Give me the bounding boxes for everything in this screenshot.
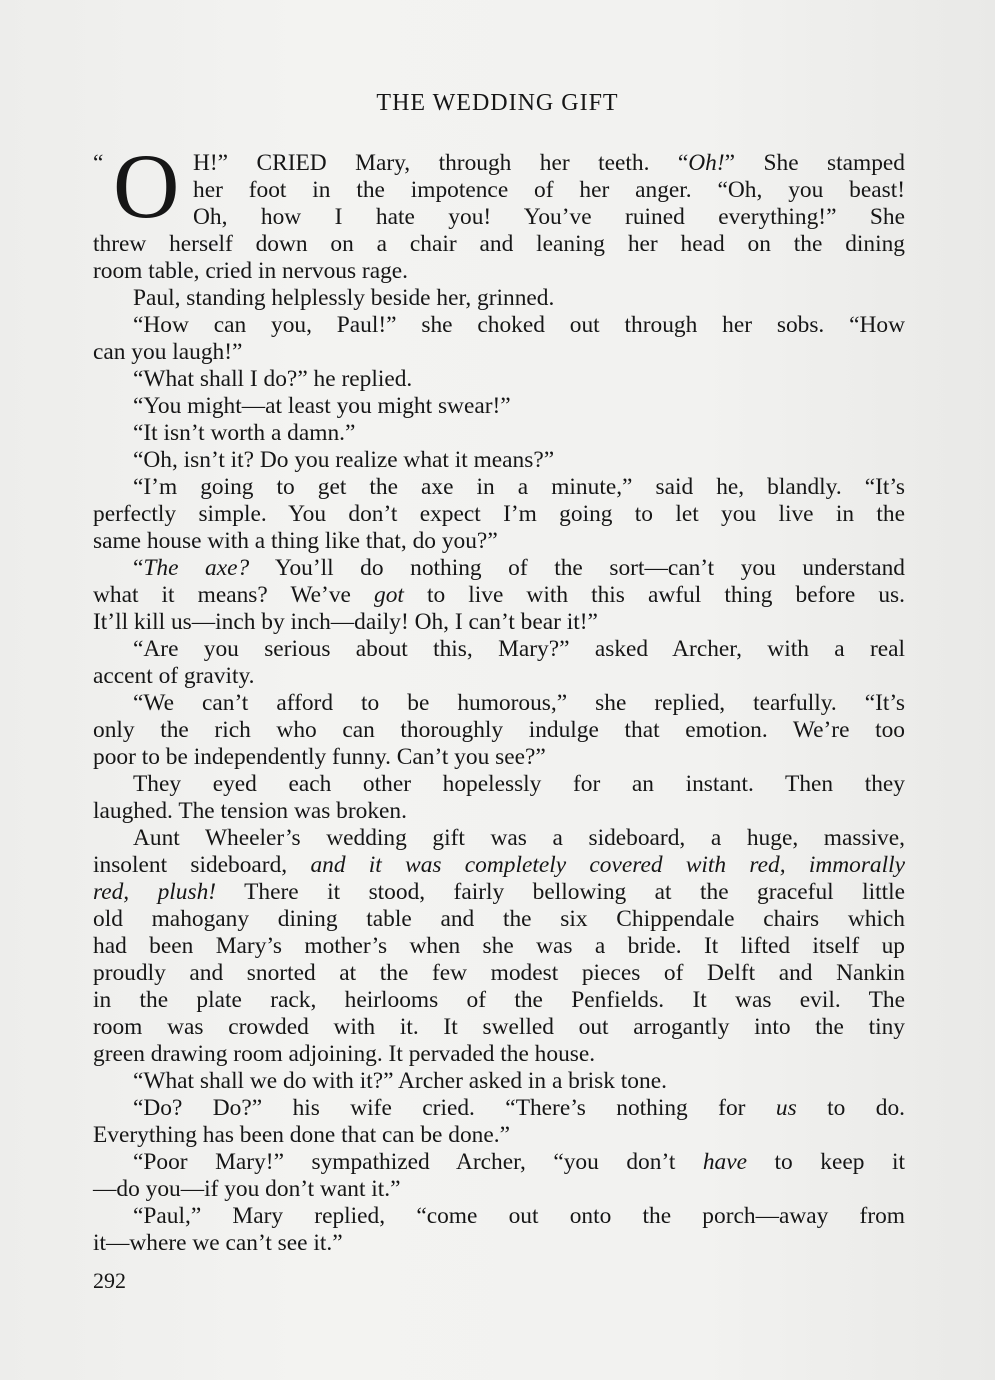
text-line: “Are you serious about this, Mary?” asked Archer, with a real [133,636,905,662]
text-line: proudly and snorted at the few modest pieces of Delft and Nankin [93,960,905,986]
text-line: had been Mary’s mother’s when she was a bride. It lifted itself up [93,933,905,959]
text-line: in the plate rack, heirlooms of the Penfields. It was evil. The [93,987,905,1013]
text-line: poor to be independently funny. Can’t you see?” [93,744,546,770]
body-text [93,135,906,1257]
text-line: “What shall we do with it?” Archer asked in a brisk tone. [133,1068,667,1094]
text-lines [93,150,905,1257]
text-line: Everything has been done that can be done.” [93,1122,510,1148]
text-line: “It isn’t worth a damn.” [133,420,356,446]
text-line: —do you—if you don’t want it.” [93,1176,401,1202]
page-number: 292 [93,1268,126,1293]
chapter-title: THE WEDDING GIFT [376,90,619,116]
text-line: what it means? We’ve got to live with this awful thing before us. [93,582,905,608]
text-line: “Paul,” Mary replied, “come out onto the porch—away from [133,1203,905,1229]
text-line: Paul, standing helplessly beside her, grinned. [133,285,555,311]
text-line: H!” CRIED Mary, through her teeth. “Oh!” She stamped [193,150,905,176]
text-line: accent of gravity. [93,663,255,689]
text-line: can you laugh!” [93,339,243,365]
text-line: her foot in the impotence of her anger. “Oh, you beast! [193,177,905,203]
text-line: perfectly simple. You don’t expect I’m going to let you live in the [93,501,905,527]
text-line: “Oh, isn’t it? Do you realize what it means?” [133,447,555,473]
text-line: same house with a thing like that, do you?” [93,528,498,554]
text-line: Oh, how I hate you! You’ve ruined everything!” She [193,204,905,230]
text-line: “The axe? You’ll do nothing of the sort—can’t you understand [133,555,905,581]
text-line: red, plush! There it stood, fairly bellowing at the graceful little [93,879,905,905]
text-line: “Poor Mary!” sympathized Archer, “you don’t have to keep it [133,1149,905,1175]
drop-cap-open-quote: “ [93,150,104,176]
text-line: insolent sideboard, and it was completely covered with red, immorally [93,852,906,878]
text-line: it—where we can’t see it.” [93,1230,343,1256]
text-line: “We can’t afford to be humorous,” she replied, tearfully. “It’s [133,690,905,716]
text-line: green drawing room adjoining. It pervaded the house. [93,1041,596,1067]
text-line: old mahogany dining table and the six Chippendale chairs which [93,906,905,932]
text-line: laughed. The tension was broken. [93,798,407,824]
text-line: “You might—at least you might swear!” [133,393,511,419]
text-line: They eyed each other hopelessly for an instant. Then they [133,771,905,797]
text-line: “Do? Do?” his wife cried. “There’s nothing for us to do. [133,1095,905,1121]
text-line: “What shall I do?” he replied. [133,366,413,392]
text-line: Aunt Wheeler’s wedding gift was a sideboard, a huge, massive, [133,825,905,851]
text-line: “I’m going to get the axe in a minute,” said he, blandly. “It’s [133,474,905,500]
text-line: only the rich who can thoroughly indulge that emotion. We’re too [93,717,905,743]
text-line: “How can you, Paul!” she choked out through her sobs. “How [133,312,905,338]
drop-cap: O [113,135,180,237]
text-line: room table, cried in nervous rage. [93,258,409,284]
text-line: It’ll kill us—inch by inch—daily! Oh, I can’t bear it!” [93,609,598,635]
text-line: room was crowded with it. It swelled out arrogantly into the tiny [93,1014,905,1040]
text-line: threw herself down on a chair and leaning her head on the dining [93,231,905,257]
